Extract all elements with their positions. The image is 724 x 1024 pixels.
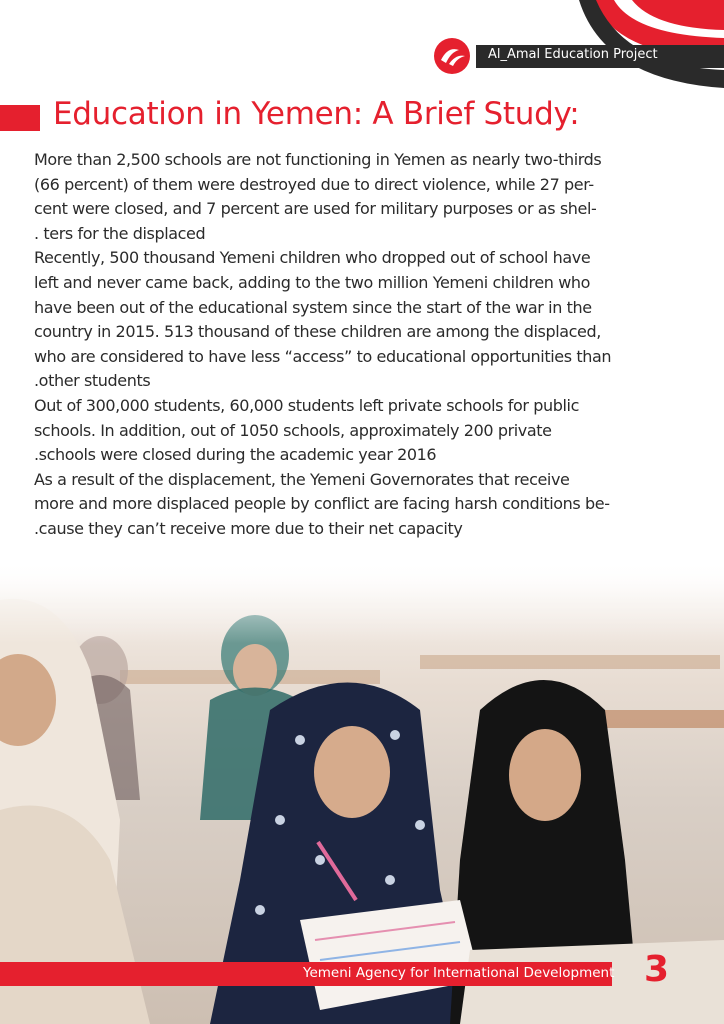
body-line: .schools were closed during the academic year 2016 [34,445,437,465]
body-line: .cause they can’t receive more due to their net capacity [34,518,463,538]
body-line: country in 2015. 513 thousand of these children are among the displaced, [34,322,601,342]
body-line: more and more displaced people by conflict are facing harsh conditions be- [34,494,610,514]
agency-name: Yemeni Agency for International Development [303,965,615,981]
article-body [34,148,672,542]
body-line: . ters for the displaced [34,223,206,243]
page-number: 3 [644,949,670,990]
body-line: left and never came back, adding to the two million Yemeni children who [34,272,591,292]
classroom-photo [0,560,724,1024]
body-line: have been out of the educational system since the start of the war in the [34,297,592,317]
body-line: (66 percent) of them were destroyed due to direct violence, while 27 per- [34,174,594,194]
al-amal-logo [432,36,472,76]
body-line: .other students [34,371,151,391]
body-line: schools. In addition, out of 1050 schools, approximately 200 private [34,420,552,440]
body-line: who are considered to have less “access” to educational opportunities than [34,346,612,366]
body-line: More than 2,500 schools are not functioning in Yemen as nearly two-thirds [34,150,602,169]
body-line: Out of 300,000 students, 60,000 students left private schools for public [34,395,579,415]
page-title: Education in Yemen: A Brief Study: [53,96,580,132]
body-line: Recently, 500 thousand Yemeni children who dropped out of school have [34,248,591,268]
title-accent-block [0,105,40,131]
body-line: As a result of the displacement, the Yemeni Governorates that receive [34,469,570,489]
body-line: cent were closed, and 7 percent are used for military purposes or as shel- [34,199,597,219]
project-name: Al_Amal Education Project [488,47,658,62]
